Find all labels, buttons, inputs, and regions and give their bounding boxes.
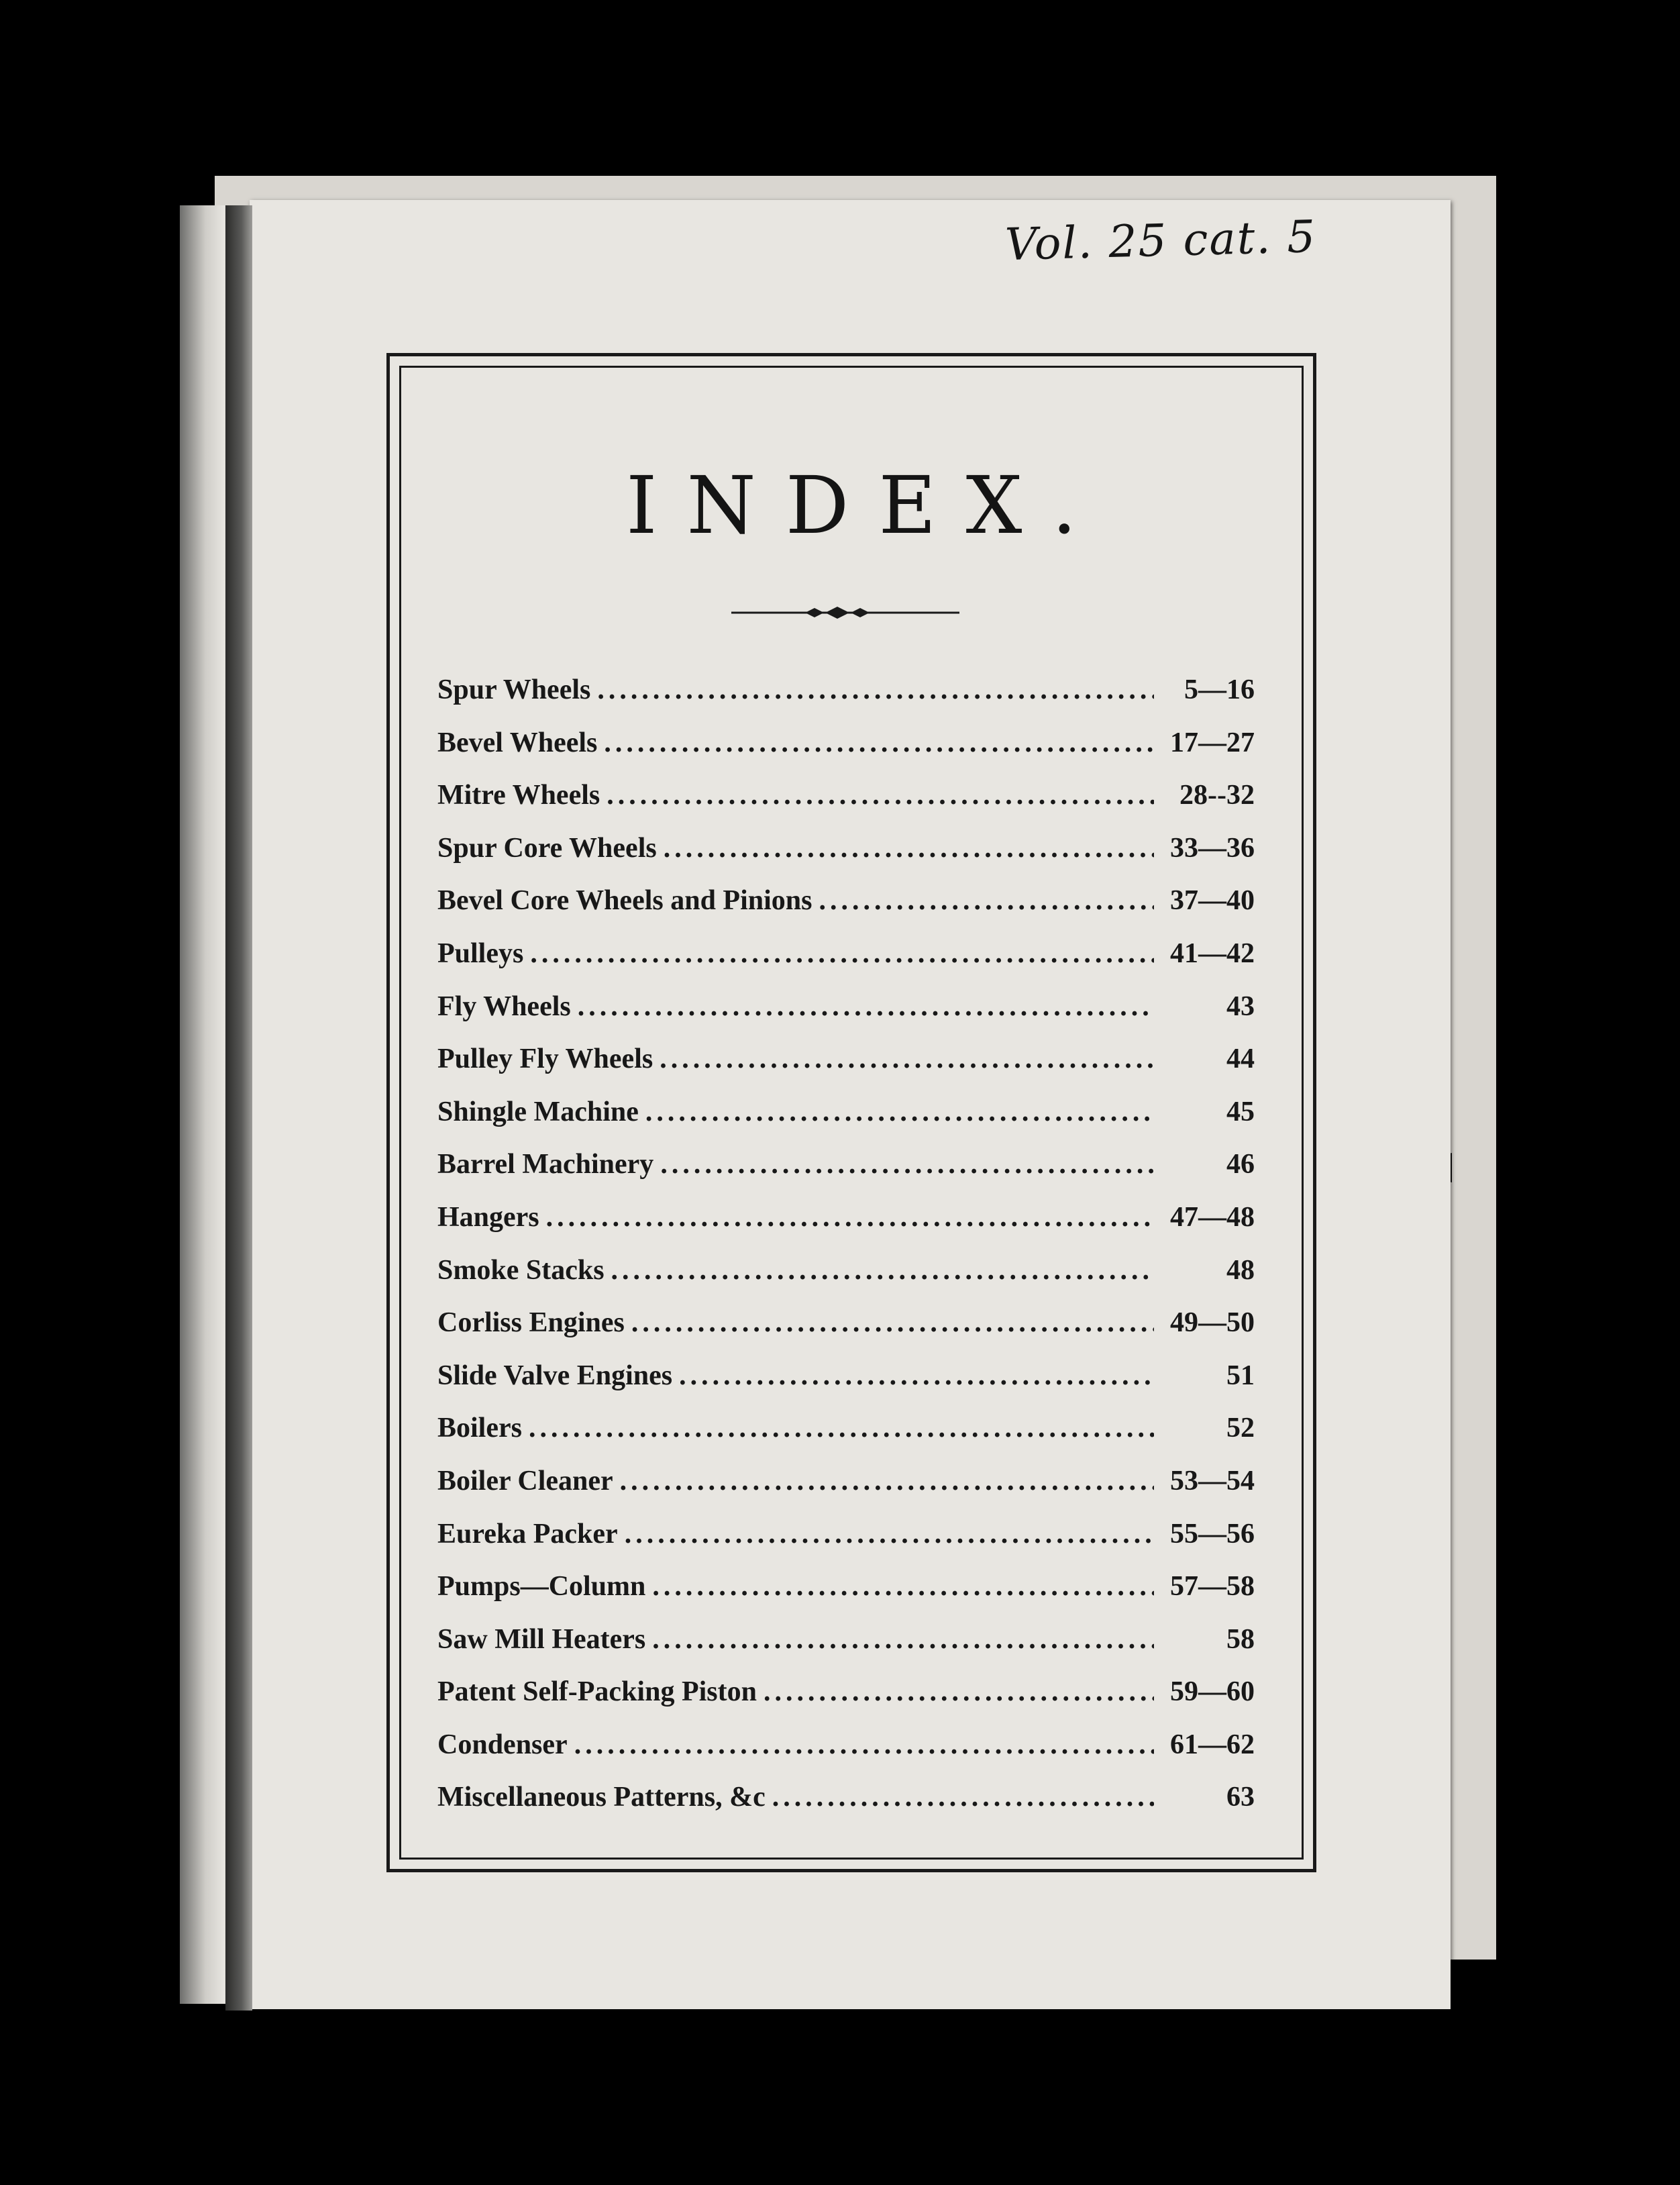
entry-label: Boiler Cleaner <box>437 1465 613 1496</box>
entry-label: Spur Core Wheels <box>437 832 657 864</box>
entry-pages: 33—36 <box>1170 832 1255 864</box>
spine-shadow <box>225 205 252 2011</box>
index-entry <box>437 1096 1255 1149</box>
entry-pages: 37—40 <box>1170 885 1255 917</box>
index-entry <box>437 1781 1255 1834</box>
index-entry <box>437 884 1255 937</box>
dot-leader <box>597 674 1154 706</box>
entry-label: Boilers <box>437 1413 522 1444</box>
index-entry <box>437 990 1255 1044</box>
entry-pages: 49—50 <box>1170 1307 1255 1339</box>
entry-label: Saw Mill Heaters <box>437 1623 646 1655</box>
entry-label: Condenser <box>437 1729 568 1760</box>
handwritten-annotation: Vol. 25 cat. 5 <box>1004 210 1318 271</box>
entry-label: Slide Valve Engines <box>437 1360 673 1391</box>
index-entry <box>437 937 1255 990</box>
dot-leader <box>625 1518 1154 1550</box>
entry-pages: 28--32 <box>1179 780 1255 811</box>
entry-pages: 47—48 <box>1170 1201 1255 1233</box>
dot-leader <box>652 1570 1154 1603</box>
entry-pages: 51 <box>1226 1360 1255 1391</box>
ornament-divider <box>731 603 959 623</box>
dot-leader <box>529 1412 1154 1444</box>
dot-leader <box>604 727 1154 759</box>
entry-label: Corliss Engines <box>437 1307 625 1339</box>
index-entry <box>437 1623 1255 1676</box>
dot-leader <box>679 1360 1154 1392</box>
entry-pages: 52 <box>1226 1413 1255 1444</box>
index-entry <box>437 832 1255 885</box>
entry-pages: 48 <box>1226 1254 1255 1286</box>
index-frame-inner <box>399 366 1304 1860</box>
index-entry <box>437 1254 1255 1307</box>
entry-label: Spur Wheels <box>437 674 591 705</box>
entry-pages: 41—42 <box>1170 937 1255 969</box>
entry-pages: 61—62 <box>1170 1729 1255 1760</box>
entry-pages: 46 <box>1226 1149 1255 1180</box>
dot-leader <box>660 1148 1154 1180</box>
entry-label: Pulleys <box>437 937 524 969</box>
index-entry <box>437 1307 1255 1360</box>
entry-pages: 17—27 <box>1170 727 1255 758</box>
entry-pages: 58 <box>1226 1623 1255 1655</box>
dot-leader <box>652 1623 1154 1656</box>
dot-leader <box>620 1465 1154 1497</box>
index-entries <box>437 674 1255 1834</box>
entry-label: Barrel Machinery <box>437 1149 654 1180</box>
index-entry <box>437 1043 1255 1096</box>
index-frame <box>386 353 1316 1872</box>
entry-label: Hangers <box>437 1201 539 1233</box>
dot-leader <box>546 1201 1154 1233</box>
entry-label: Patent Self-Packing Piston <box>437 1676 757 1708</box>
index-entry <box>437 1412 1255 1465</box>
dot-leader <box>645 1096 1154 1128</box>
index-entry <box>437 1570 1255 1623</box>
index-entry <box>437 727 1255 780</box>
entry-label: Eureka Packer <box>437 1518 618 1549</box>
entry-label: Pumps—Column <box>437 1571 646 1603</box>
entry-pages: 63 <box>1226 1782 1255 1813</box>
entry-label: Pulley Fly Wheels <box>437 1044 653 1075</box>
dot-leader <box>764 1676 1154 1708</box>
entry-label: Smoke Stacks <box>437 1254 605 1286</box>
entry-label: Miscellaneous Patterns, &c <box>437 1782 766 1813</box>
dot-leader <box>819 884 1155 917</box>
entry-pages: 57—58 <box>1170 1571 1255 1603</box>
entry-pages: 43 <box>1226 990 1255 1022</box>
entry-pages: 59—60 <box>1170 1676 1255 1708</box>
index-entry <box>437 1465 1255 1518</box>
index-entry <box>437 1729 1255 1782</box>
index-entry <box>437 1360 1255 1413</box>
dot-leader <box>530 937 1154 970</box>
index-entry <box>437 1201 1255 1254</box>
dot-leader <box>631 1307 1154 1339</box>
entry-label: Fly Wheels <box>437 990 571 1022</box>
dot-leader <box>574 1729 1154 1761</box>
index-entry <box>437 1518 1255 1571</box>
entry-label: Bevel Wheels <box>437 727 598 758</box>
entry-label: Shingle Machine <box>437 1096 639 1127</box>
index-entry <box>437 1148 1255 1201</box>
index-entry <box>437 779 1255 832</box>
index-entry <box>437 1676 1255 1729</box>
entry-pages: 53—54 <box>1170 1465 1255 1496</box>
entry-label: Bevel Core Wheels and Pinions <box>437 885 812 917</box>
page-title: INDEX. <box>625 459 1107 552</box>
dot-leader <box>611 1254 1154 1286</box>
index-entry <box>437 674 1255 727</box>
entry-label: Mitre Wheels <box>437 780 600 811</box>
entry-pages: 55—56 <box>1170 1518 1255 1549</box>
dot-leader <box>578 990 1154 1023</box>
dot-leader <box>664 832 1154 864</box>
entry-pages: 44 <box>1226 1044 1255 1075</box>
entry-pages: 5—16 <box>1184 674 1255 705</box>
dot-leader <box>660 1043 1154 1075</box>
entry-pages: 45 <box>1226 1096 1255 1127</box>
dot-leader <box>607 779 1154 811</box>
dot-leader <box>772 1781 1154 1813</box>
